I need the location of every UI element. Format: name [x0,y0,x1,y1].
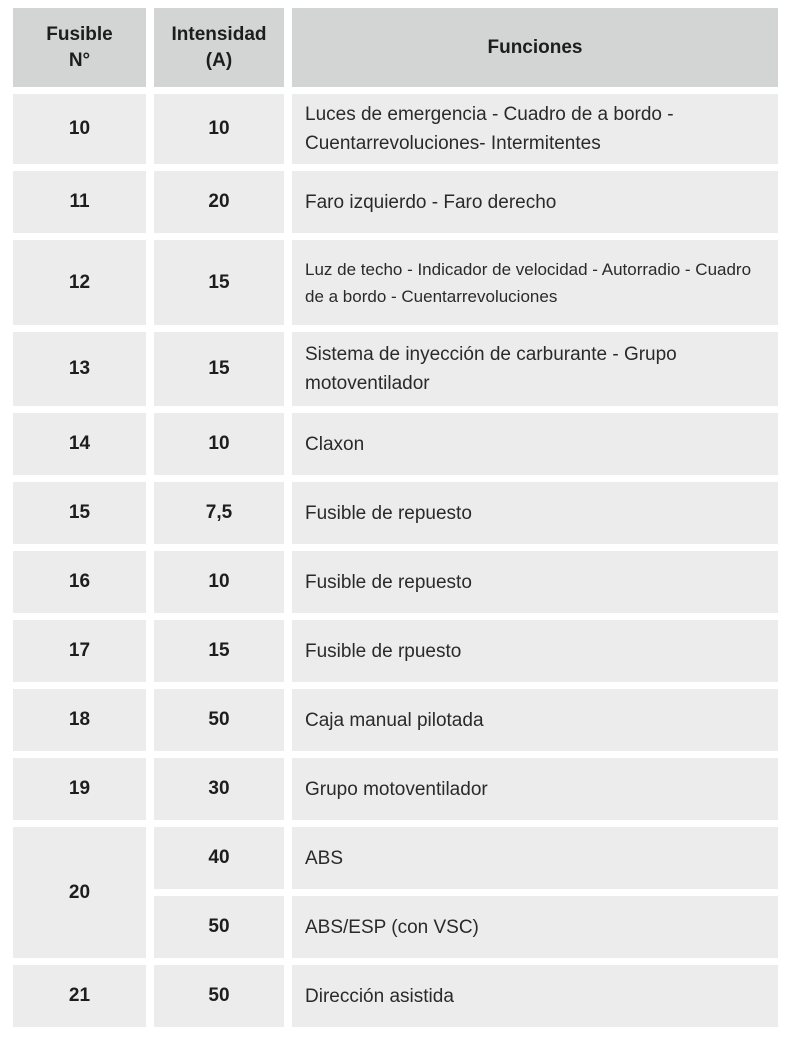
fuse-row-21 [13,965,778,1027]
functions-cell: Luz de techo - Indicador de velocidad - Autorradio - Cuadro de a bordo - Cuentarrevoluciones [292,240,778,325]
fuse-number-cell: 16 [13,551,146,613]
amperage-cell: 7,5 [154,482,284,544]
amperage-cell: 15 [154,240,284,325]
fuse-number-cell: 15 [13,482,146,544]
fuse-row-19 [13,758,778,820]
fuse-number-cell: 13 [13,332,146,406]
fuse-table [5,1,786,1034]
fuse-number-cell: 19 [13,758,146,820]
fuse-number-cell: 18 [13,689,146,751]
amperage-cell: 15 [154,620,284,682]
functions-cell: Luces de emergencia - Cuadro de a bordo - Cuentarrevoluciones- Intermitentes [292,94,778,164]
header-line: (A) [205,49,233,71]
header-functions: Funciones [292,8,778,87]
amperage-cell: 20 [154,171,284,233]
header-fuse-number [13,8,146,87]
functions-cell: Caja manual pilotada [292,689,778,751]
header-line: Fusible [46,23,113,45]
amperage-cell: 10 [154,413,284,475]
fuse-number-cell: 17 [13,620,146,682]
functions-cell: Dirección asistida [292,965,778,1027]
functions-cell: Fusible de repuesto [292,551,778,613]
amperage-cell: 10 [154,94,284,164]
fuse-row-15 [13,482,778,544]
fuse-number-cell: 10 [13,94,146,164]
amperage-cell: 50 [154,965,284,1027]
functions-cell: Fusible de repuesto [292,482,778,544]
amperage-cell: 10 [154,551,284,613]
amperage-cell: 40 [154,827,284,889]
functions-cell: ABS [292,827,778,889]
fuse-number-cell: 12 [13,240,146,325]
fuse-row-11 [13,171,778,233]
functions-cell: Faro izquierdo - Faro derecho [292,171,778,233]
header-line: N° [68,49,91,71]
fuse-row-12 [13,240,778,325]
header-line: Intensidad [171,23,267,45]
fuse-row-17 [13,620,778,682]
functions-cell: Sistema de inyección de carburante - Grupo motoventilador [292,332,778,406]
fuse-table-body [13,94,778,1027]
functions-cell: ABS/ESP (con VSC) [292,896,778,958]
amperage-cell: 50 [154,896,284,958]
fuse-number-cell: 11 [13,171,146,233]
fuse-row-20a [13,827,778,889]
functions-cell: Grupo motoventilador [292,758,778,820]
functions-cell: Fusible de rpuesto [292,620,778,682]
fuse-row-13 [13,332,778,406]
fuse-number-cell-merged: 20 [13,827,146,958]
amperage-cell: 50 [154,689,284,751]
fuse-table-header [13,8,778,87]
fuse-row-16 [13,551,778,613]
amperage-cell: 30 [154,758,284,820]
fuse-row-10 [13,94,778,164]
fuse-row-18 [13,689,778,751]
fuse-number-cell: 14 [13,413,146,475]
amperage-cell: 15 [154,332,284,406]
fuse-row-14 [13,413,778,475]
header-row [13,8,778,87]
fuse-number-cell: 21 [13,965,146,1027]
functions-cell: Claxon [292,413,778,475]
header-intensity [154,8,284,87]
